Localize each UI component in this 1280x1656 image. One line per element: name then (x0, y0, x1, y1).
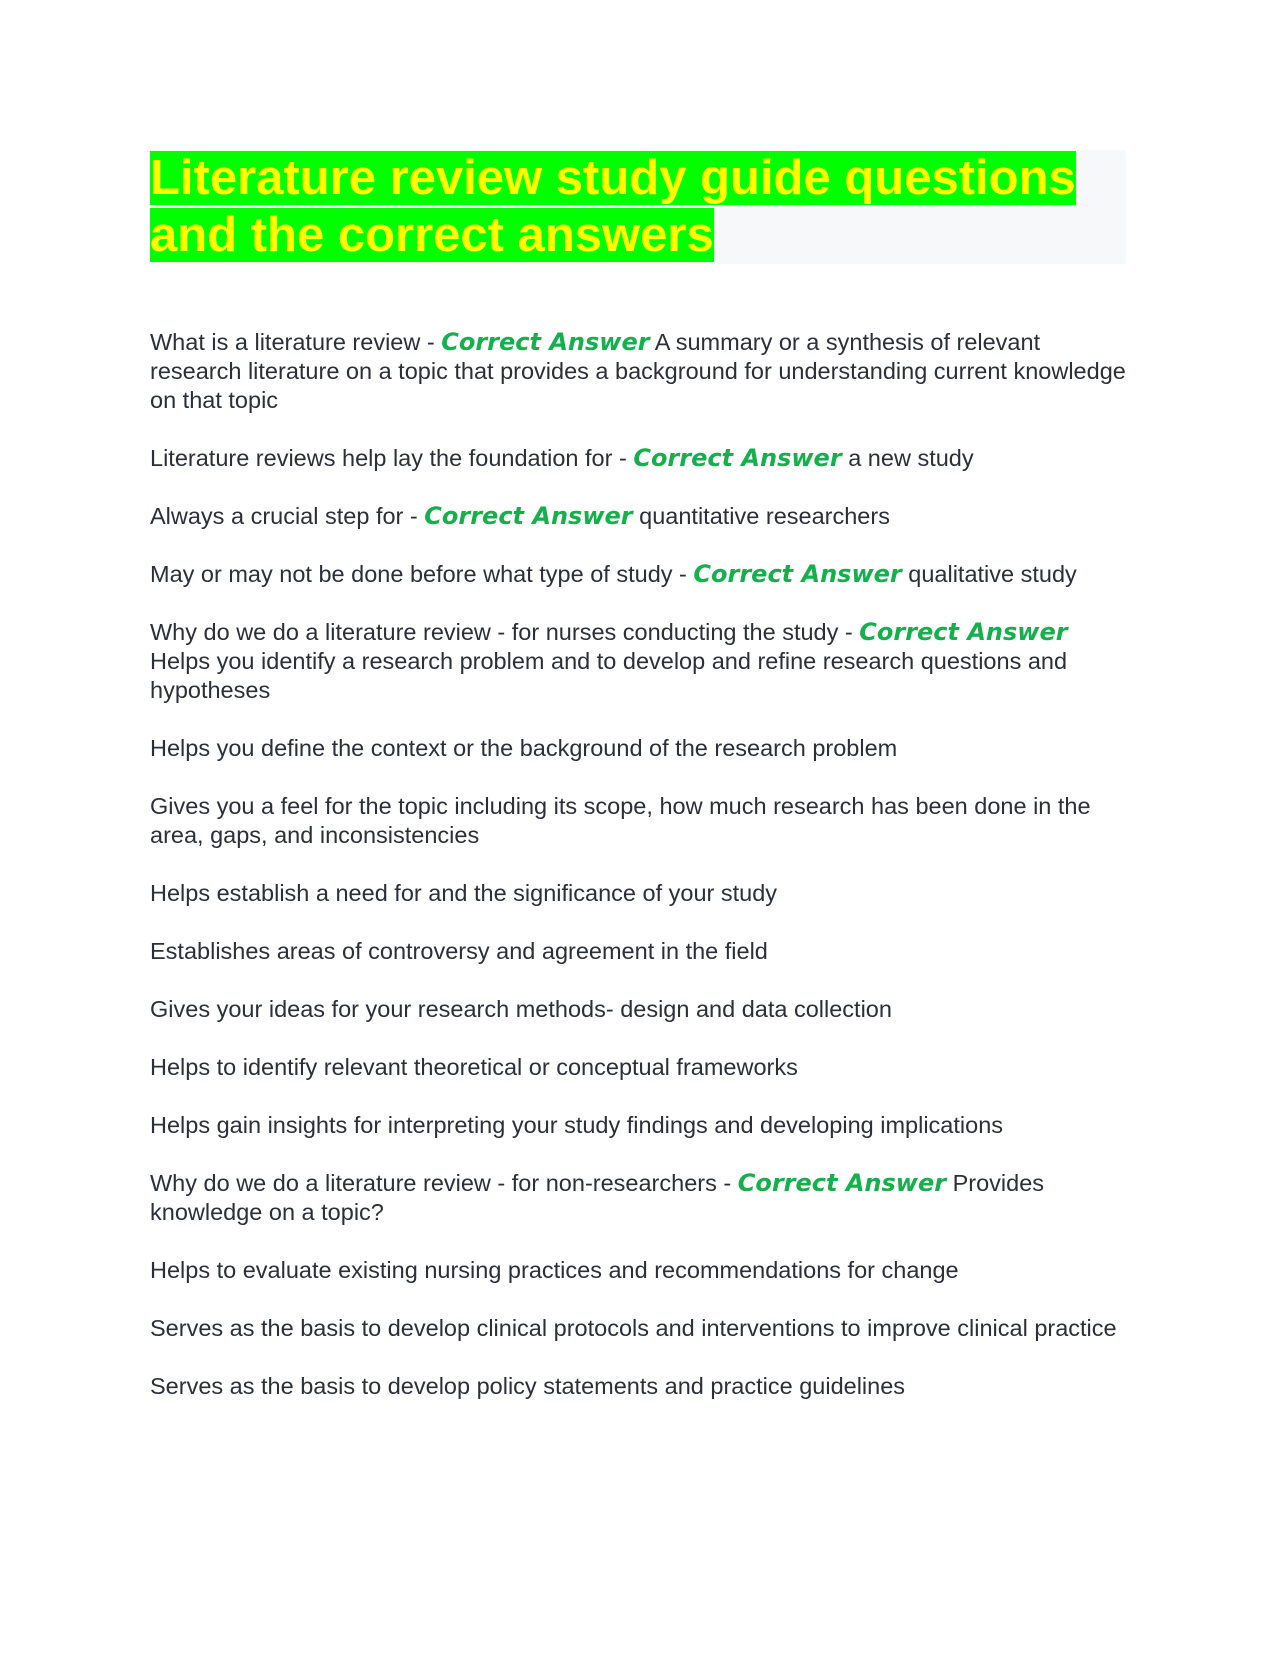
correct-answer-label: Correct Answer (441, 328, 650, 356)
qa-item-3 (150, 502, 1126, 531)
qa-content (150, 328, 1126, 1401)
paragraph-11: Helps to identify relevant theoretical or conceptual frameworks (150, 1054, 798, 1080)
paragraph-14: Helps to evaluate existing nursing practices and recommendations for change (150, 1257, 959, 1283)
qa-item-1 (150, 328, 1126, 415)
paragraph-10: Gives your ideas for your research methods- design and data collection (150, 996, 892, 1022)
correct-answer-label: Correct Answer (693, 560, 902, 588)
question-text: May or may not be done before what type of study - (150, 561, 694, 587)
question-text: Literature reviews help lay the foundation for - (150, 445, 634, 471)
qa-item-5 (150, 618, 1126, 705)
qa-item-2 (150, 444, 1126, 473)
paragraph-12: Helps gain insights for interpreting your study findings and developing implications (150, 1112, 1004, 1138)
paragraph-7: Gives you a feel for the topic including its scope, how much research has been done in the area, gaps, and inconsistencies (150, 793, 1091, 848)
paragraph-6: Helps you define the context or the background of the research problem (150, 735, 898, 761)
answer-text: quantitative researchers (632, 503, 890, 529)
paragraph-8: Helps establish a need for and the significance of your study (150, 880, 778, 906)
qa-item-13 (150, 1169, 1126, 1227)
page-title (150, 150, 1126, 264)
title-highlight: Literature review study guide questions and the correct answers (150, 151, 1076, 262)
answer-text: Helps you identify a research problem and to develop and refine research questions and hypotheses (150, 648, 1068, 703)
qa-item-4 (150, 560, 1126, 589)
paragraph-15: Serves as the basis to develop clinical protocols and interventions to improve clinical practice (150, 1315, 1117, 1341)
question-text: What is a literature review - (150, 329, 442, 355)
question-text: Always a crucial step for - (150, 503, 425, 529)
paragraph-16: Serves as the basis to develop policy statements and practice guidelines (150, 1373, 906, 1399)
question-text: Why do we do a literature review - for non-researchers - (150, 1170, 738, 1196)
title-block (150, 150, 1126, 264)
answer-text: A summary or a synthesis of relevant research literature on a topic that provides a background for understanding current knowledge on that topic (150, 329, 1126, 413)
correct-answer-label: Correct Answer (737, 1169, 947, 1197)
answer-text: a new study (841, 445, 974, 471)
correct-answer-label: Correct Answer (859, 618, 1068, 646)
correct-answer-label: Correct Answer (633, 444, 842, 472)
correct-answer-label: Correct Answer (424, 502, 633, 530)
answer-text: Provides knowledge on a topic? (150, 1170, 1045, 1225)
paragraph-9: Establishes areas of controversy and agreement in the field (150, 938, 768, 964)
answer-text: qualitative study (901, 561, 1077, 587)
question-text: Why do we do a literature review - for nurses conducting the study - (150, 619, 860, 645)
document-page (150, 150, 1126, 1430)
